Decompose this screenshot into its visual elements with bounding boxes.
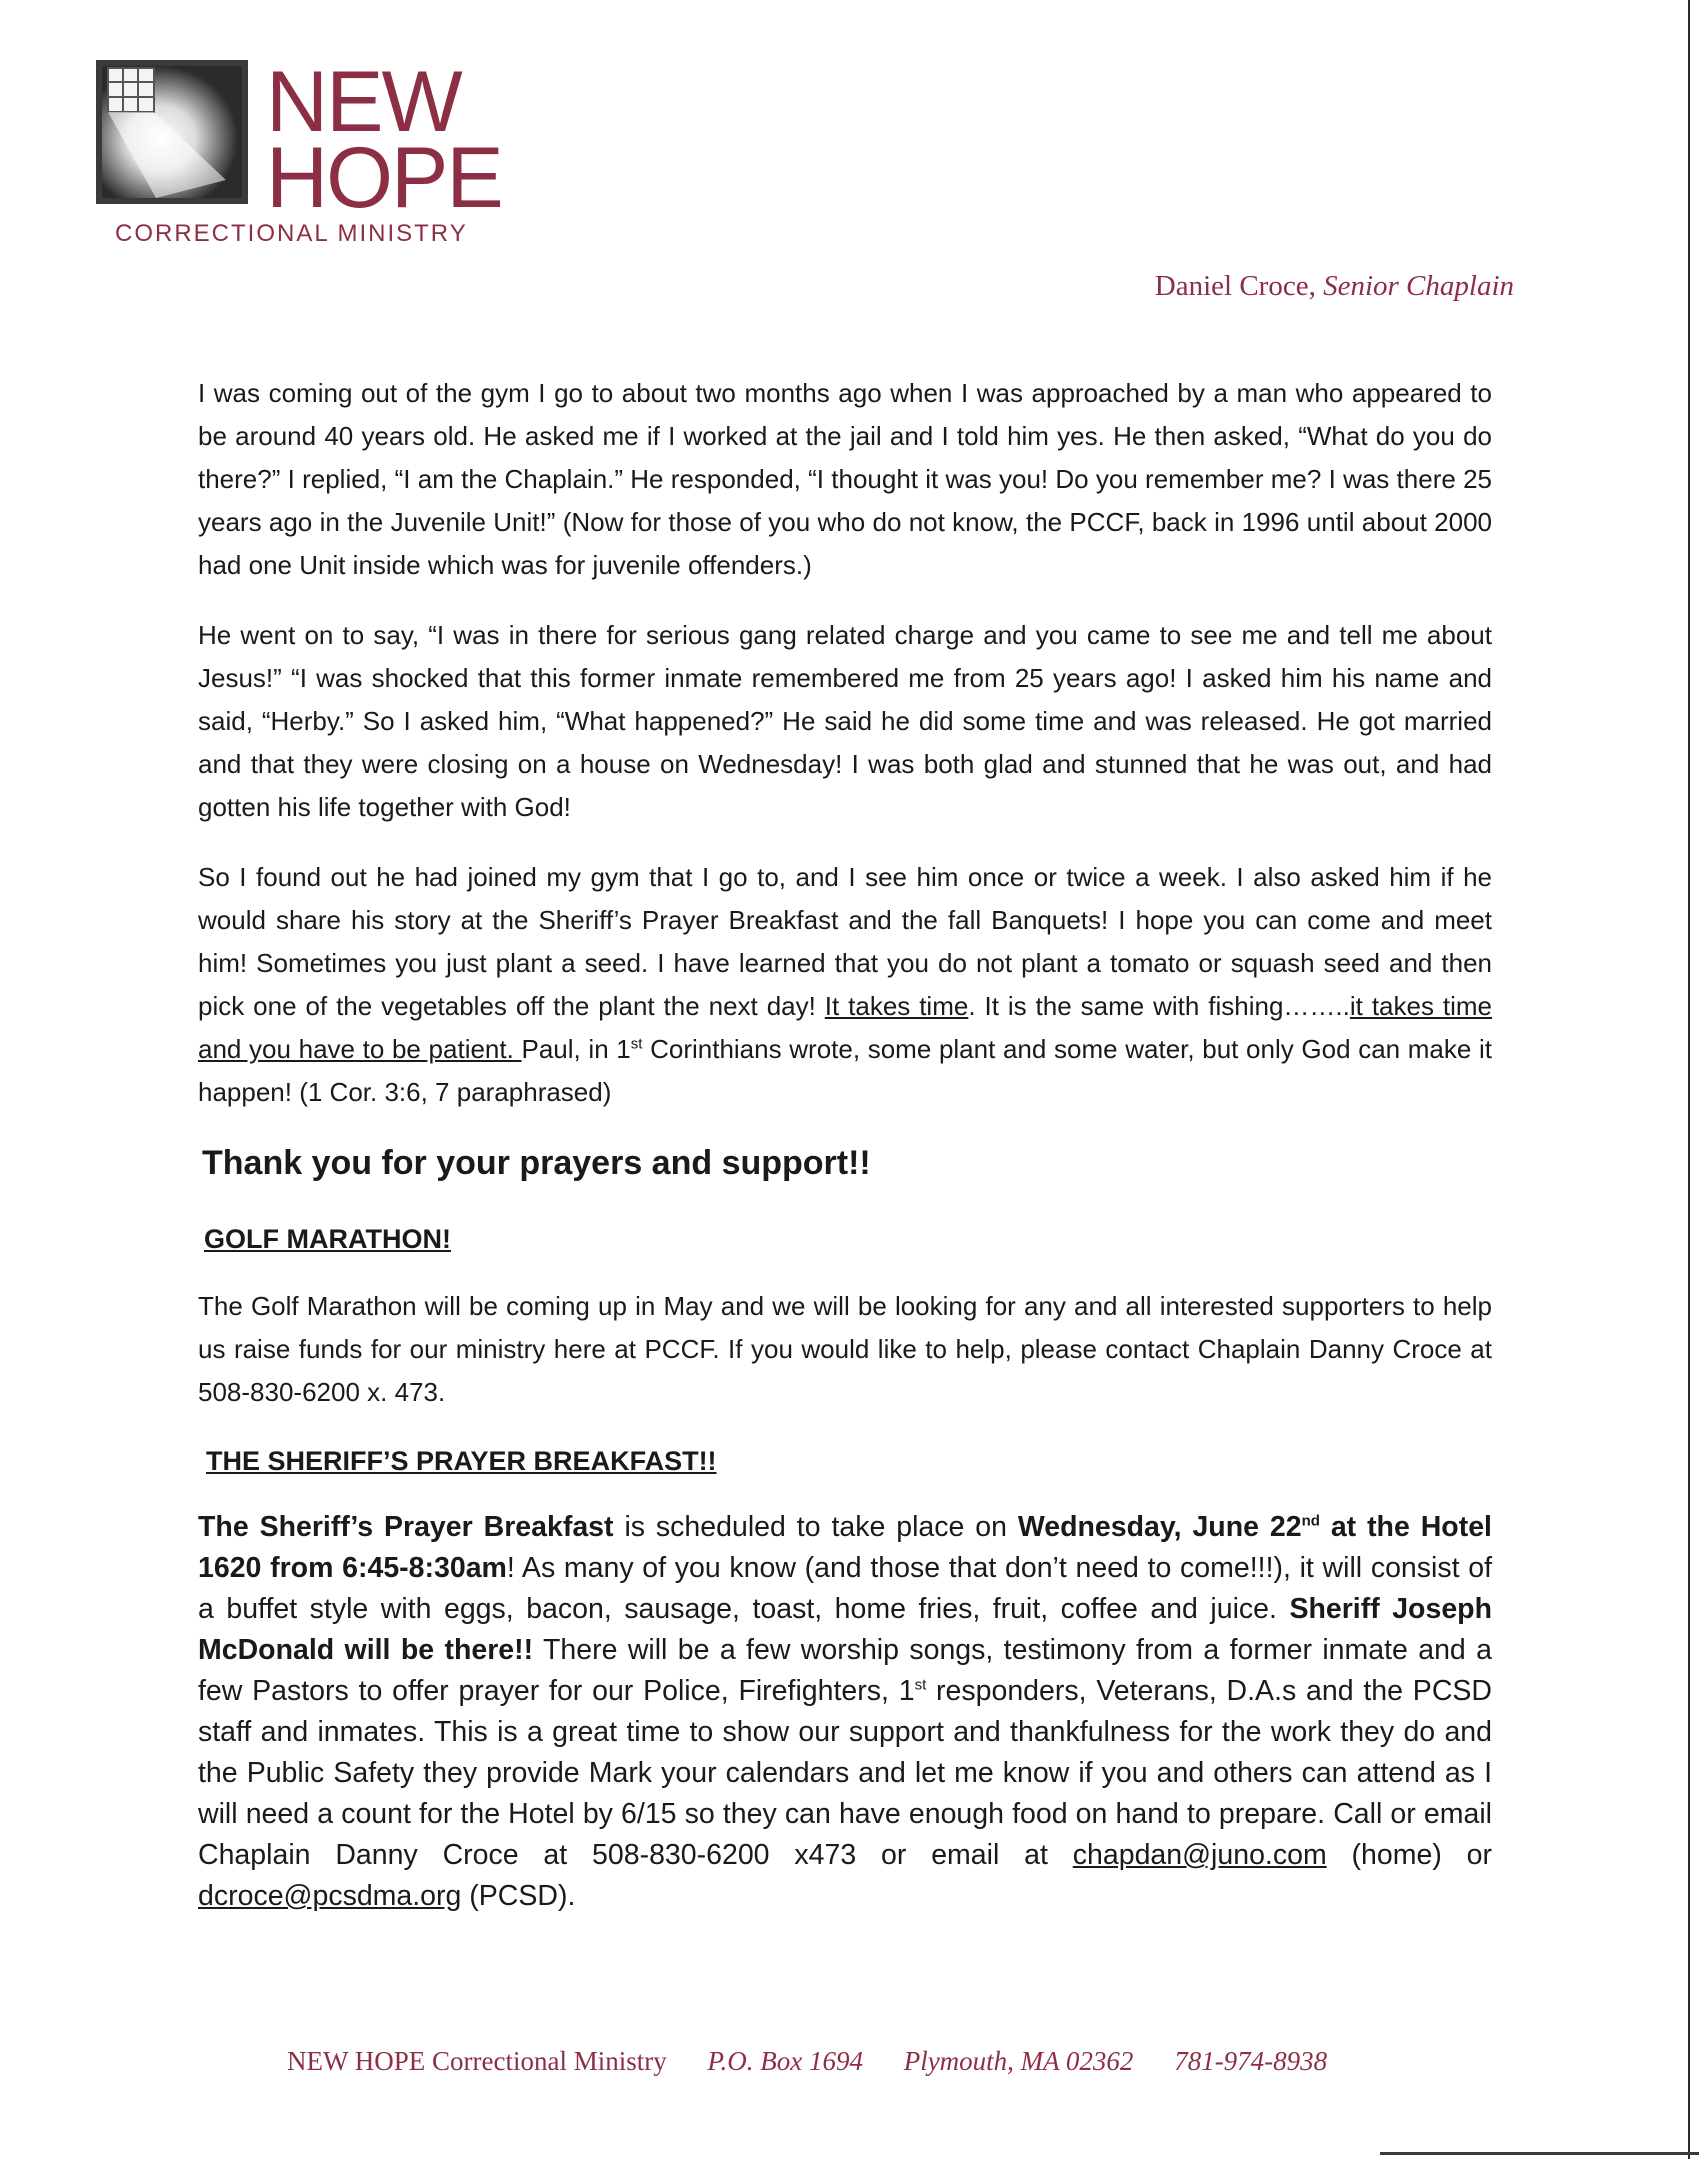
chaplain-role: Senior Chaplain [1323, 270, 1514, 302]
logo-new: NEW [266, 54, 461, 150]
bold-text: The Sheriff’s Prayer Breakfast [198, 1511, 614, 1543]
logo-subtitle: CORRECTIONAL MINISTRY [115, 220, 468, 247]
superscript: nd [1301, 1512, 1320, 1530]
paragraph-herby: He went on to say, “I was in there for serious gang related charge and you came to see me and tell me about Jesus!” “I was shocked that this former inmate remembered me from 25 years ago! I asked him his name and said, “Herby.” So I asked him, “What happened?” He said he did some time and was released. He got married and that they were closing on a house on Wednesday! I was both glad and stunned that he was out, and had gotten his life together with God! [198, 620, 1492, 822]
superscript: st [914, 1676, 927, 1694]
footer-po-box: P.O. Box 1694 [707, 2046, 863, 2076]
page-edge-right [1688, 0, 1690, 2159]
superscript: st [630, 1035, 643, 1053]
email-link-home[interactable]: chapdan@juno.com [1072, 1839, 1327, 1871]
footer-address [287, 2046, 1487, 2077]
footer-org: NEW HOPE Correctional Ministry [287, 2046, 667, 2076]
logo-hope: HOPE [266, 130, 502, 226]
text: There will be a few worship songs, testimony from a former inmate and a few Pastors to offer prayer for our Police, Firefighters, 1 [198, 1634, 1492, 1707]
paragraph-gym-encounter: I was coming out of the gym I go to about two months ago when I was approached by a man who appeared to be around 40 years old. He asked me if I worked at the jail and I told him yes. He then asked, “What do you do there?” I replied, “I am the Chaplain.” He responded, “I thought it was you! Do you remember me? I was there 25 years ago in the Juvenile Unit!” (Now for those of you who do not know, the PCCF, back in 1996 until about 2000 had one Unit inside which was for juvenile offenders.) [198, 378, 1492, 580]
footer-city: Plymouth, MA 02362 [903, 2046, 1134, 2076]
email-link-pcsd[interactable]: dcroce@pcsdma.org [198, 1880, 462, 1912]
thanks-heading: Thank you for your prayers and support!! [202, 1144, 871, 1182]
text: So I found out he had joined my gym that I go to, and I see him once or twice a week. I also asked him if he would share his story at the Sheriff’s Prayer Breakfast and the fall Banquets! I hope you can come and meet him! Sometimes you just plant a seed. I have learned that you do not plant a tomato or squash seed and then pick one of the vegetables off the plant the next day! [198, 862, 1492, 1021]
bold-text: at the Hotel 1620 from 6:45-8:30am [198, 1511, 1492, 1584]
bold-text: Wednesday, June 22 [1017, 1511, 1302, 1543]
golf-marathon-text: The Golf Marathon will be coming up in May and we will be looking for any and all interested supporters to help us raise funds for our ministry here at PCCF. If you would like to help, please contact Chaplain Danny Croce at 508-830-6200 x. 473. [198, 1291, 1492, 1407]
page-edge-bottom [1380, 2152, 1699, 2155]
footer-phone: 781-974-8938 [1174, 2046, 1328, 2076]
underlined-text: it takes time and you have to be patient. [198, 991, 1493, 1064]
text: (PCSD). [461, 1880, 576, 1912]
prayer-breakfast-heading: THE SHERIFF’S PRAYER BREAKFAST!! [206, 1446, 717, 1476]
text: . It is the same with fishing…….. [968, 991, 1350, 1021]
text: Paul, in 1 [521, 1034, 631, 1064]
chaplain-name: Daniel Croce, [1154, 270, 1316, 302]
paragraph-plant-seed [198, 856, 1492, 1114]
prayer-breakfast-text [198, 1507, 1492, 1917]
bold-text: Sheriff Joseph McDonald will be there!! [198, 1593, 1492, 1666]
text: Corinthians wrote, some plant and some water, but only God can make it happen! (1 Cor. 3:6, 7 paraphrased) [198, 1034, 1493, 1107]
underlined-text: It takes time [824, 991, 969, 1021]
text: (home) or [1326, 1839, 1493, 1871]
text: ! As many of you know (and those that don’t need to come!!!), it will consist of a buffet style with eggs, bacon, sausage, toast, home fries, fruit, coffee and juice. [198, 1552, 1492, 1625]
chaplain-signature-line [1060, 270, 1514, 303]
golf-marathon-heading: GOLF MARATHON! [204, 1224, 451, 1254]
text: is scheduled to take place on [613, 1511, 1018, 1543]
text: responders, Veterans, D.A.s and the PCSD staff and inmates. This is a great time to show our support and thankfulness for the work they do and the Public Safety they provide Mark your calendars and let me know if you and others can attend as I will need a count for the Hotel by 6/15 so they can have enough food on hand to prepare. Call or email Chaplain Danny Croce at 508-830-6200 x473 or email at [198, 1675, 1492, 1871]
letter-body [198, 372, 1492, 1944]
window-light-logo-icon [96, 60, 248, 204]
